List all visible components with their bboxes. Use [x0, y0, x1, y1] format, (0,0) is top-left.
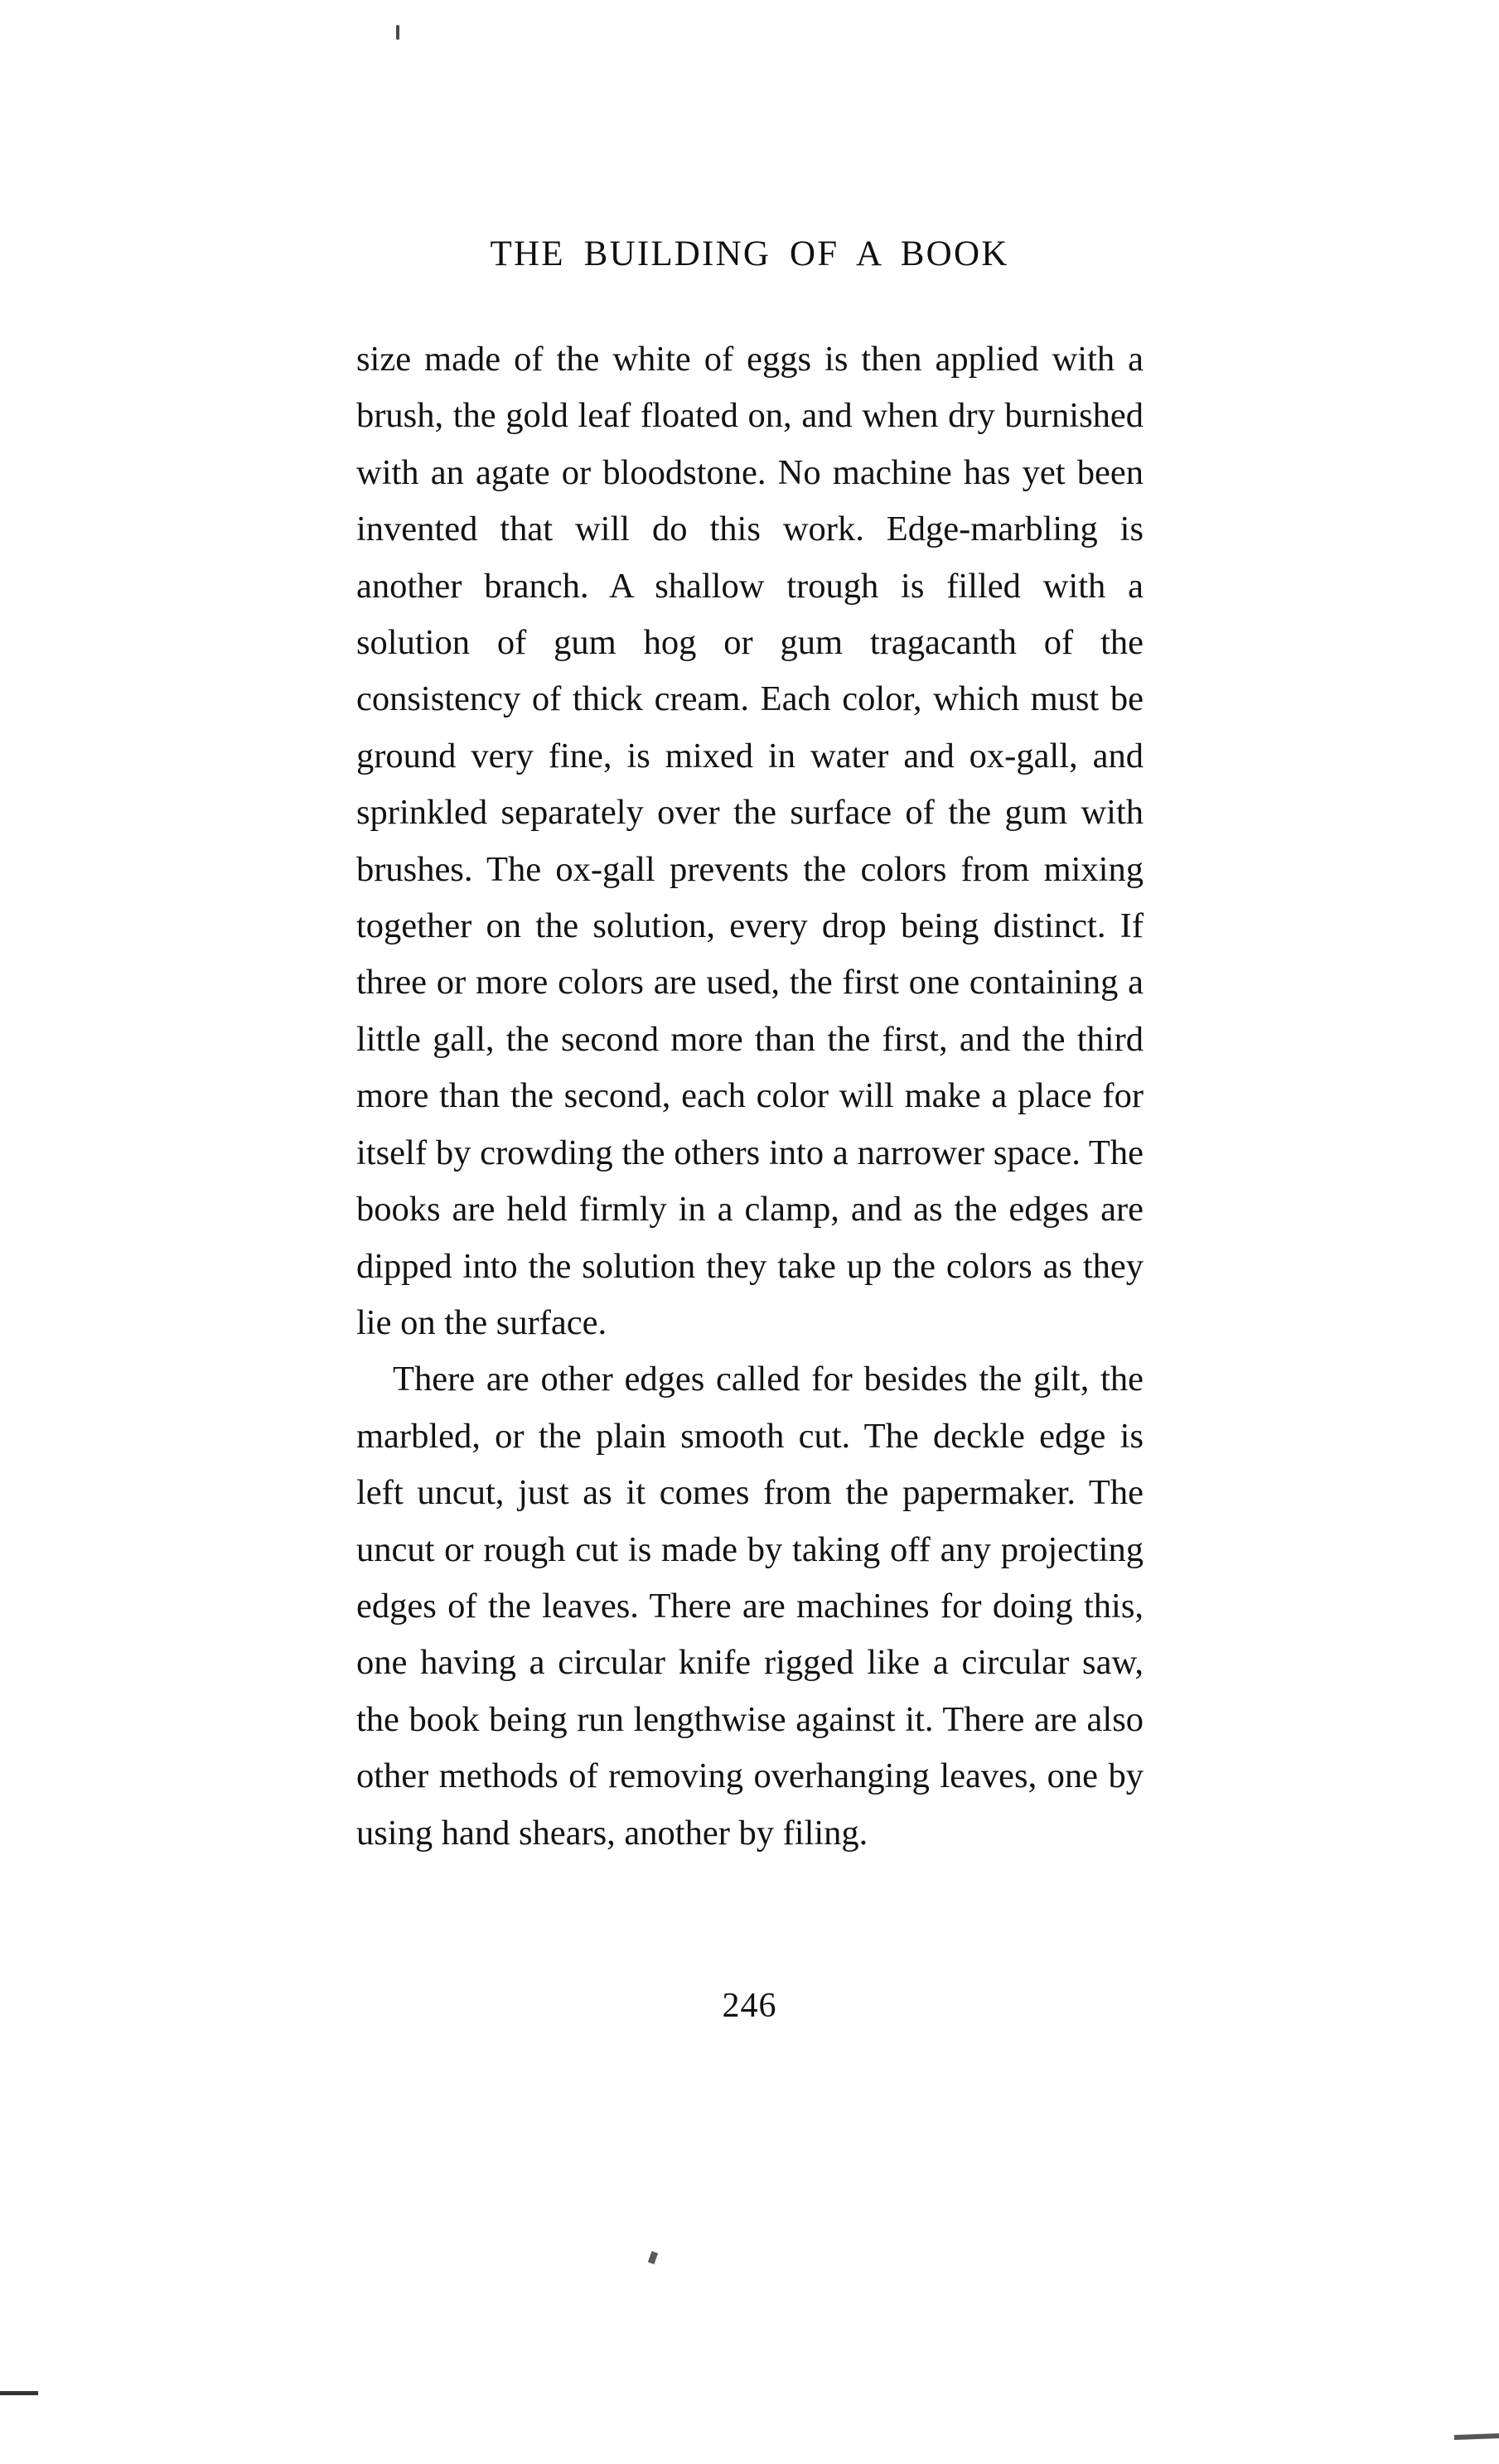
ink-speck-top — [396, 25, 399, 40]
page-number: 246 — [722, 1987, 777, 2025]
scan-edge-mark-right — [1454, 2433, 1499, 2440]
text-block — [356, 331, 1144, 1862]
body-paragraph: size made of the white of eggs is then applied with a brush, the gold leaf floated on, and when dry burnished with an agate or bloodstone. No machine has yet been invented that will do this work. Edge-marbling is another branch. A shallow trough is filled with a solution of gum hog or gum tragacanth of the consistency of thick cream. Each color, which must be ground very fine, is mixed in water and ox-gall, and sprinkled separately over the surface of the gum with brushes. The ox-gall prevents the colors from mixing together on the solution, every drop being distinct. If three or more colors are used, the first one containing a little gall, the second more than the first, and the third more than the second, each color will make a place for itself by crowding the others into a narrower space. The books are held firmly in a clamp, and as the edges are dipped into the solution they take up the colors as they lie on the surface. — [356, 340, 1144, 1342]
scan-edge-mark-left — [0, 2391, 38, 2395]
body-paragraph: There are other edges called for besides the gilt, the marbled, or the plain smooth cut. The deckle edge is left uncut, just as it comes from the papermaker. The uncut or rough cut is made by taking off any projecting edges of the leaves. There are machines for doing this, one having a circular knife rigged like a circular saw, the book being run lengthwise against it. There are also other methods of removing overhanging leaves, one by using hand shears, another by filing. — [356, 1360, 1144, 1853]
ink-speck-bottom — [648, 2251, 658, 2264]
running-head: THE BUILDING OF A BOOK — [490, 234, 1009, 273]
